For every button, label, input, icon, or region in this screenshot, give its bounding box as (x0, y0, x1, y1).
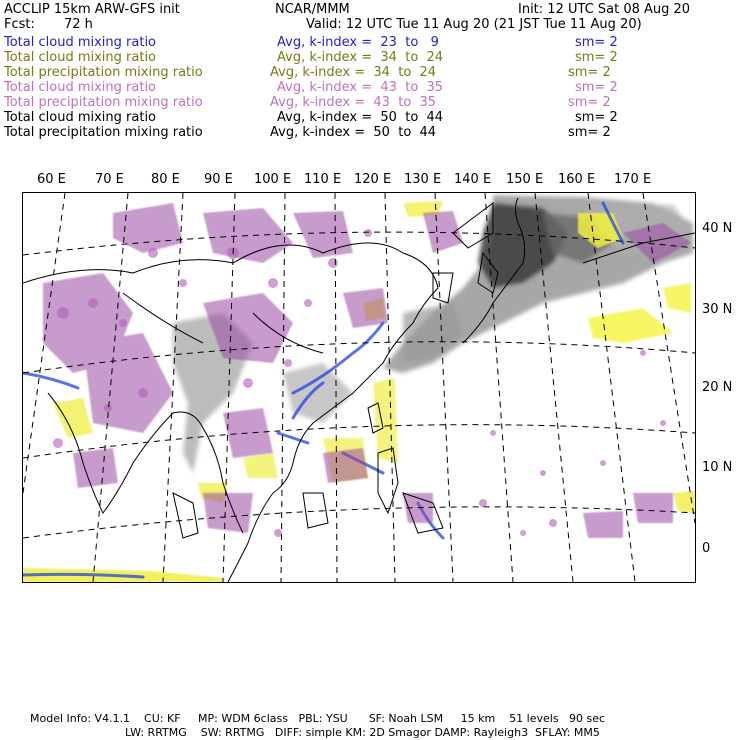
legend-smoothing: sm= 2 (575, 35, 618, 50)
lon-label: 110 E (304, 172, 342, 187)
lat-label: 0 (702, 541, 711, 556)
legend-name: Total cloud mixing ratio (4, 80, 157, 95)
legend-name: Total cloud mixing ratio (4, 35, 157, 50)
lon-label: 100 E (254, 172, 292, 187)
legend-range: Avg, k-index = 50 to 44 (277, 110, 444, 125)
legend-range: Avg, k-index = 34 to 24 (277, 50, 444, 65)
legend-name: Total precipitation mixing ratio (4, 95, 203, 110)
legend-range: Avg, k-index = 43 to 35 (270, 95, 437, 110)
legend-name: Total precipitation mixing ratio (4, 65, 203, 80)
map-canvas (23, 193, 695, 582)
lon-label: 80 E (151, 172, 180, 187)
lat-label: 10 N (702, 460, 733, 475)
lon-label: 170 E (614, 172, 652, 187)
legend-smoothing: sm= 2 (575, 50, 618, 65)
legend-smoothing: sm= 2 (575, 110, 618, 125)
init-time: Init: 12 UTC Sat 08 Aug 20 (518, 2, 691, 17)
forecast-label: Fcst: (4, 17, 35, 32)
lon-label: 70 E (95, 172, 124, 187)
lon-label: 120 E (354, 172, 392, 187)
lon-label: 150 E (506, 172, 544, 187)
legend-range: Avg, k-index = 34 to 24 (270, 65, 437, 80)
model-info-line: Model Info: V4.1.1 CU: KF MP: WDM 6class PBL: YSU SF: Noah LSM 15 km 51 levels 90 sec (30, 712, 606, 725)
lon-label: 90 E (204, 172, 233, 187)
lon-label: 140 E (454, 172, 492, 187)
org-label: NCAR/MMM (275, 2, 350, 17)
physics-info-line: LW: RRTMG SW: RRTMG DIFF: simple KM: 2D Smagor DAMP: Rayleigh3 SFLAY: MM5 (125, 726, 600, 739)
legend-smoothing: sm= 2 (575, 80, 618, 95)
legend-name: Total cloud mixing ratio (4, 110, 157, 125)
legend-range: Avg, k-index = 23 to 9 (277, 35, 439, 50)
lon-label: 160 E (558, 172, 596, 187)
model-title: ACCLIP 15km ARW-GFS init (4, 2, 180, 17)
legend-smoothing: sm= 2 (568, 125, 611, 140)
legend-name: Total cloud mixing ratio (4, 50, 157, 65)
lon-label: 130 E (404, 172, 442, 187)
lat-label: 20 N (702, 380, 733, 395)
lat-label: 40 N (702, 221, 733, 236)
legend-range: Avg, k-index = 50 to 44 (270, 125, 437, 140)
legend-smoothing: sm= 2 (568, 65, 611, 80)
lon-label: 60 E (37, 172, 66, 187)
forecast-hours: 72 h (64, 17, 93, 32)
legend-smoothing: sm= 2 (568, 95, 611, 110)
valid-time: Valid: 12 UTC Tue 11 Aug 20 (21 JST Tue 11 Aug 20) (306, 17, 642, 32)
legend-range: Avg, k-index = 43 to 35 (277, 80, 444, 95)
lat-label: 30 N (702, 302, 733, 317)
legend-name: Total precipitation mixing ratio (4, 125, 203, 140)
forecast-map (22, 192, 696, 583)
